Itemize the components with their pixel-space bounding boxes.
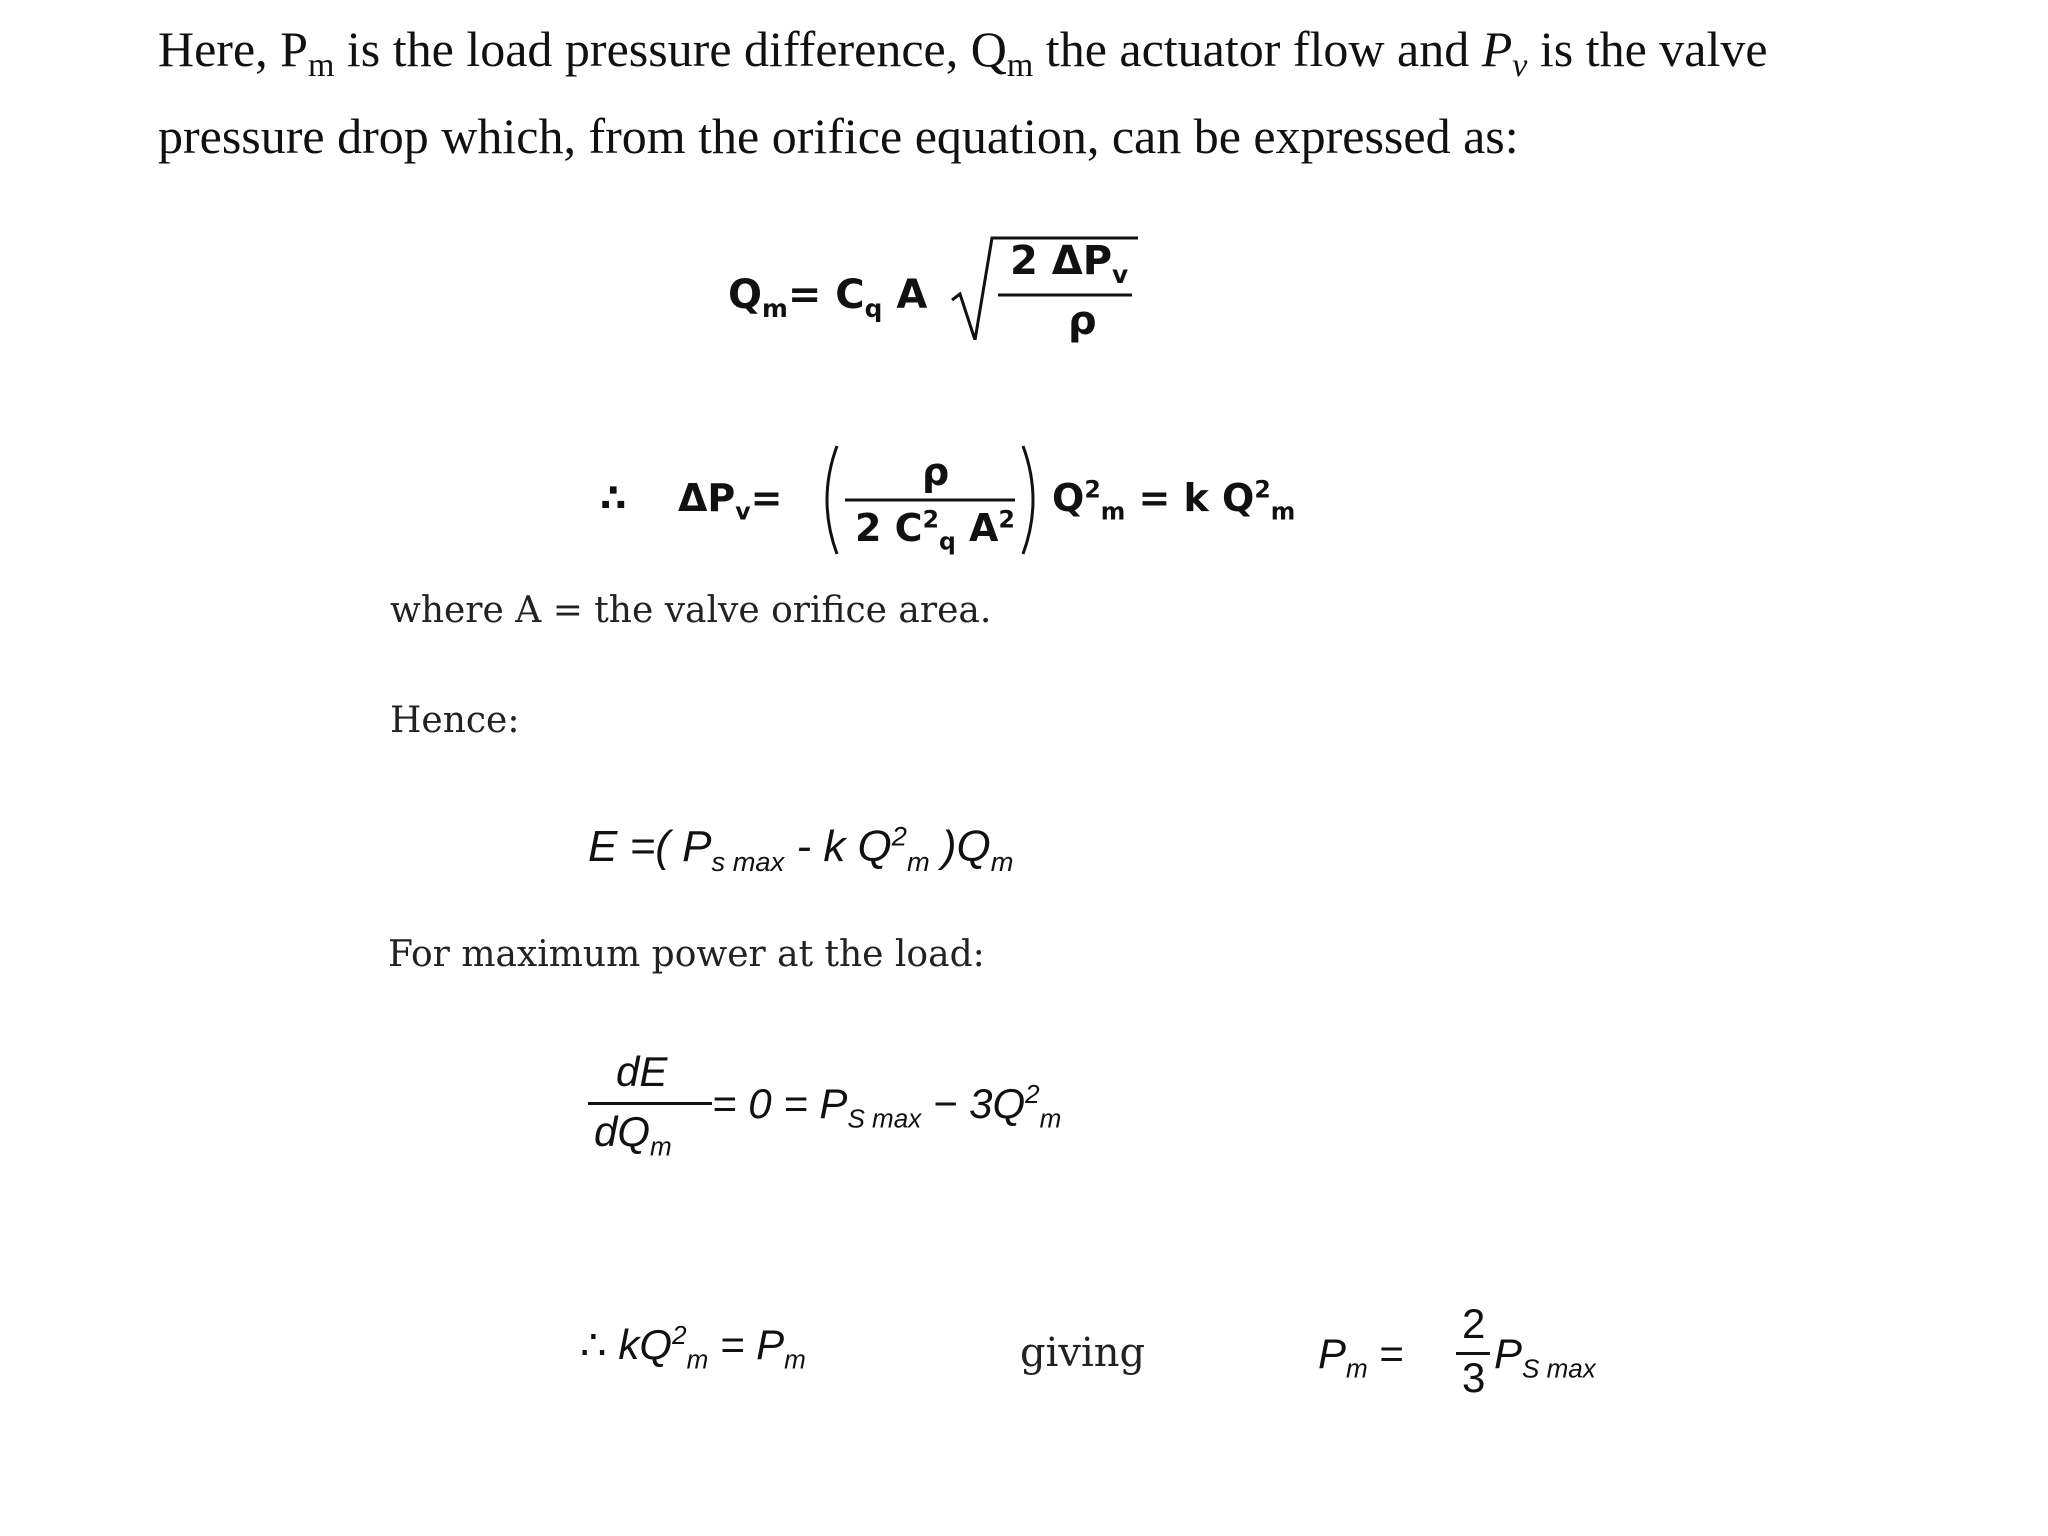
eq1-symbol: = C bbox=[787, 272, 865, 318]
eq1-numerator bbox=[1010, 238, 1129, 289]
eq1-symbol: Q bbox=[728, 272, 763, 318]
equation-final bbox=[1318, 1300, 1718, 1400]
equation-pressure-drop bbox=[600, 440, 1300, 560]
eq2-rhs bbox=[1052, 475, 1296, 526]
intro-subscript: v bbox=[1512, 47, 1528, 84]
eq3-superscript: 2 bbox=[891, 820, 907, 852]
intro-subscript: m bbox=[307, 47, 335, 84]
eq4-subscript: S max bbox=[847, 1103, 922, 1134]
eq6-lhs bbox=[1318, 1330, 1404, 1384]
eq6-denominator: 3 bbox=[1462, 1354, 1486, 1401]
eq3-subscript: s max bbox=[711, 845, 785, 877]
eq2-symbol: ΔP bbox=[678, 476, 736, 520]
eq6-symbol: P bbox=[1318, 1330, 1347, 1377]
eq5-subscript: m bbox=[784, 1344, 806, 1375]
eq1-lhs bbox=[728, 272, 928, 323]
eq3-symbol: )Q bbox=[929, 822, 991, 871]
eq2-symbol: = bbox=[750, 476, 783, 520]
eq1-subscript: m bbox=[762, 294, 788, 323]
eq5-superscript: 2 bbox=[672, 1320, 687, 1350]
eq3-subscript: m bbox=[990, 845, 1014, 877]
eq5-symbol: = P bbox=[708, 1321, 785, 1368]
intro-text: the actuator flow and bbox=[1033, 21, 1482, 77]
eq5-symbol: kQ bbox=[606, 1321, 673, 1368]
giving-text: giving bbox=[1020, 1330, 1146, 1376]
intro-text: is the load pressure difference, Q bbox=[334, 21, 1007, 77]
eq4-rhs bbox=[712, 1079, 1062, 1134]
eq2-subscript: q bbox=[938, 527, 956, 556]
intro-subscript: m bbox=[1006, 47, 1034, 84]
eq4-numerator: dE bbox=[616, 1048, 668, 1095]
eq1-symbol: 2 ΔP bbox=[1010, 238, 1113, 284]
eq6-subscript: S max bbox=[1522, 1353, 1596, 1384]
eq3-subscript: m bbox=[906, 845, 930, 877]
eq2-numerator: ρ bbox=[922, 450, 950, 494]
eq3-symbol: - k Q bbox=[784, 822, 892, 871]
where-text: where A = the valve orifice area. bbox=[390, 590, 992, 631]
eq2-symbol: = k Q bbox=[1138, 476, 1255, 520]
eq2-lhs bbox=[678, 476, 783, 526]
eq6-rhs bbox=[1494, 1330, 1596, 1384]
eq2-symbol: 2 C bbox=[855, 506, 923, 550]
intro-line-2: pressure drop which, from the orifice equation, can be expressed as: bbox=[158, 108, 1519, 164]
eq6-symbol: P bbox=[1494, 1330, 1523, 1377]
eq1-symbol: A bbox=[882, 272, 928, 318]
eq2-subscript: v bbox=[735, 497, 751, 526]
intro-text: is the valve bbox=[1527, 21, 1768, 77]
eq2-superscript: 2 bbox=[998, 505, 1015, 534]
eq6-symbol: = bbox=[1367, 1330, 1404, 1377]
eq4-superscript: 2 bbox=[1025, 1079, 1040, 1109]
equation-result bbox=[580, 1320, 806, 1375]
therefore-icon: ∴ bbox=[600, 476, 627, 520]
eq2-denominator bbox=[855, 505, 1015, 556]
eq2-subscript: m bbox=[1100, 497, 1126, 526]
eq2-superscript: 2 bbox=[922, 505, 939, 534]
intro-symbol: P bbox=[1481, 21, 1513, 77]
intro-paragraph bbox=[158, 14, 1768, 171]
eq2-subscript: m bbox=[1270, 497, 1296, 526]
eq4-symbol: dQ bbox=[594, 1108, 651, 1155]
eq4-subscript: m bbox=[650, 1131, 672, 1162]
equation-derivative bbox=[588, 1048, 1188, 1168]
intro-text: Here, P bbox=[158, 21, 308, 77]
eq1-subscript: v bbox=[1112, 260, 1129, 289]
eq4-symbol: − 3Q bbox=[921, 1080, 1026, 1127]
eq4-denominator bbox=[594, 1108, 672, 1162]
hence-text: Hence: bbox=[390, 700, 520, 741]
eq4-symbol: = 0 = P bbox=[712, 1080, 848, 1127]
eq1-subscript: q bbox=[864, 294, 883, 323]
equation-power bbox=[588, 820, 1014, 877]
eq2-superscript: 2 bbox=[1254, 475, 1271, 504]
eq2-symbol: A bbox=[955, 506, 999, 550]
therefore-icon: ∴ bbox=[580, 1321, 607, 1368]
eq5-subscript: m bbox=[686, 1344, 709, 1375]
eq4-subscript: m bbox=[1039, 1103, 1062, 1134]
eq1-denominator: ρ bbox=[1068, 298, 1097, 344]
eq3-symbol: E =( P bbox=[588, 822, 712, 871]
eq2-superscript: 2 bbox=[1084, 475, 1101, 504]
formax-text: For maximum power at the load: bbox=[388, 934, 985, 975]
eq6-numerator: 2 bbox=[1462, 1300, 1486, 1347]
eq2-symbol: Q bbox=[1052, 476, 1085, 520]
intro-line-1 bbox=[158, 14, 1768, 101]
fraction-bar bbox=[588, 1102, 712, 1105]
eq6-subscript: m bbox=[1346, 1353, 1368, 1384]
